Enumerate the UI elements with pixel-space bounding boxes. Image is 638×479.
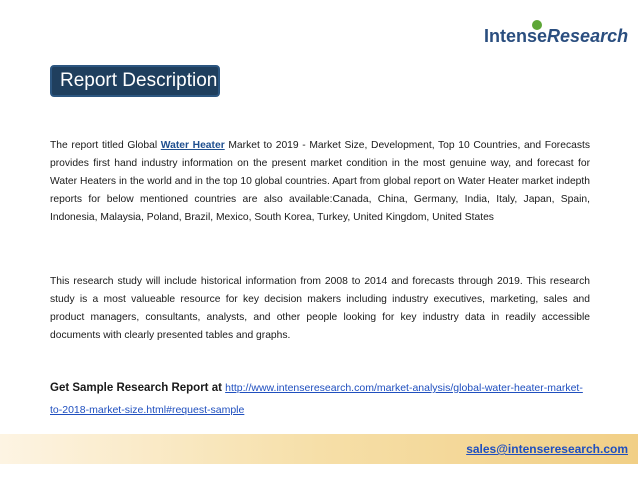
water-heater-link[interactable]: Water Heater: [160, 140, 225, 151]
footer-bar: [0, 434, 638, 464]
logo-text-intense: Intense: [484, 26, 548, 46]
sample-report-section: [50, 377, 595, 421]
logo-text: [484, 26, 628, 47]
company-logo: [470, 16, 629, 50]
logo-text-research: Research: [547, 26, 629, 46]
report-intro-paragraph: [50, 137, 590, 227]
sales-email-link[interactable]: sales@intenseresearch.com: [466, 442, 628, 456]
research-study-paragraph: This research study will include historical information from 2008 to 2014 and forecasts through 2019. This research study is a most valueable resource for key decision makers including industry executives, marketing, sales and product managers, consultants, analysts, and other people looking for key industry data in readily accessible documents with clearly presented tables and graphs.: [50, 276, 590, 341]
banner-title: Report Description: [60, 70, 218, 91]
intro-prefix: The report titled Global: [50, 140, 161, 151]
sample-report-link[interactable]: http://www.intenseresearch.com/market-analysis/global-water-heater-market-to-2018-market-size.html#request-sample: [50, 382, 583, 416]
report-description-banner: [50, 65, 220, 97]
sample-report-label: Get Sample Research Report at: [50, 382, 226, 394]
intro-suffix: Market to 2019 - Market Size, Development, Top 10 Countries, and Forecasts provides first hand industry information on the present market condition in the most genuine way, and forecast for Water Heaters in the world and in the top 10 global countries. Apart from global report on Water Heater market indepth reports for below mentioned countries are also available:Canada, China, Germany, India, Italy, Japan, Spain, Indonesia, Malaysia, Poland, Brazil, Mexico, South Korea, Turkey, United Kingdom, United States: [50, 140, 590, 223]
